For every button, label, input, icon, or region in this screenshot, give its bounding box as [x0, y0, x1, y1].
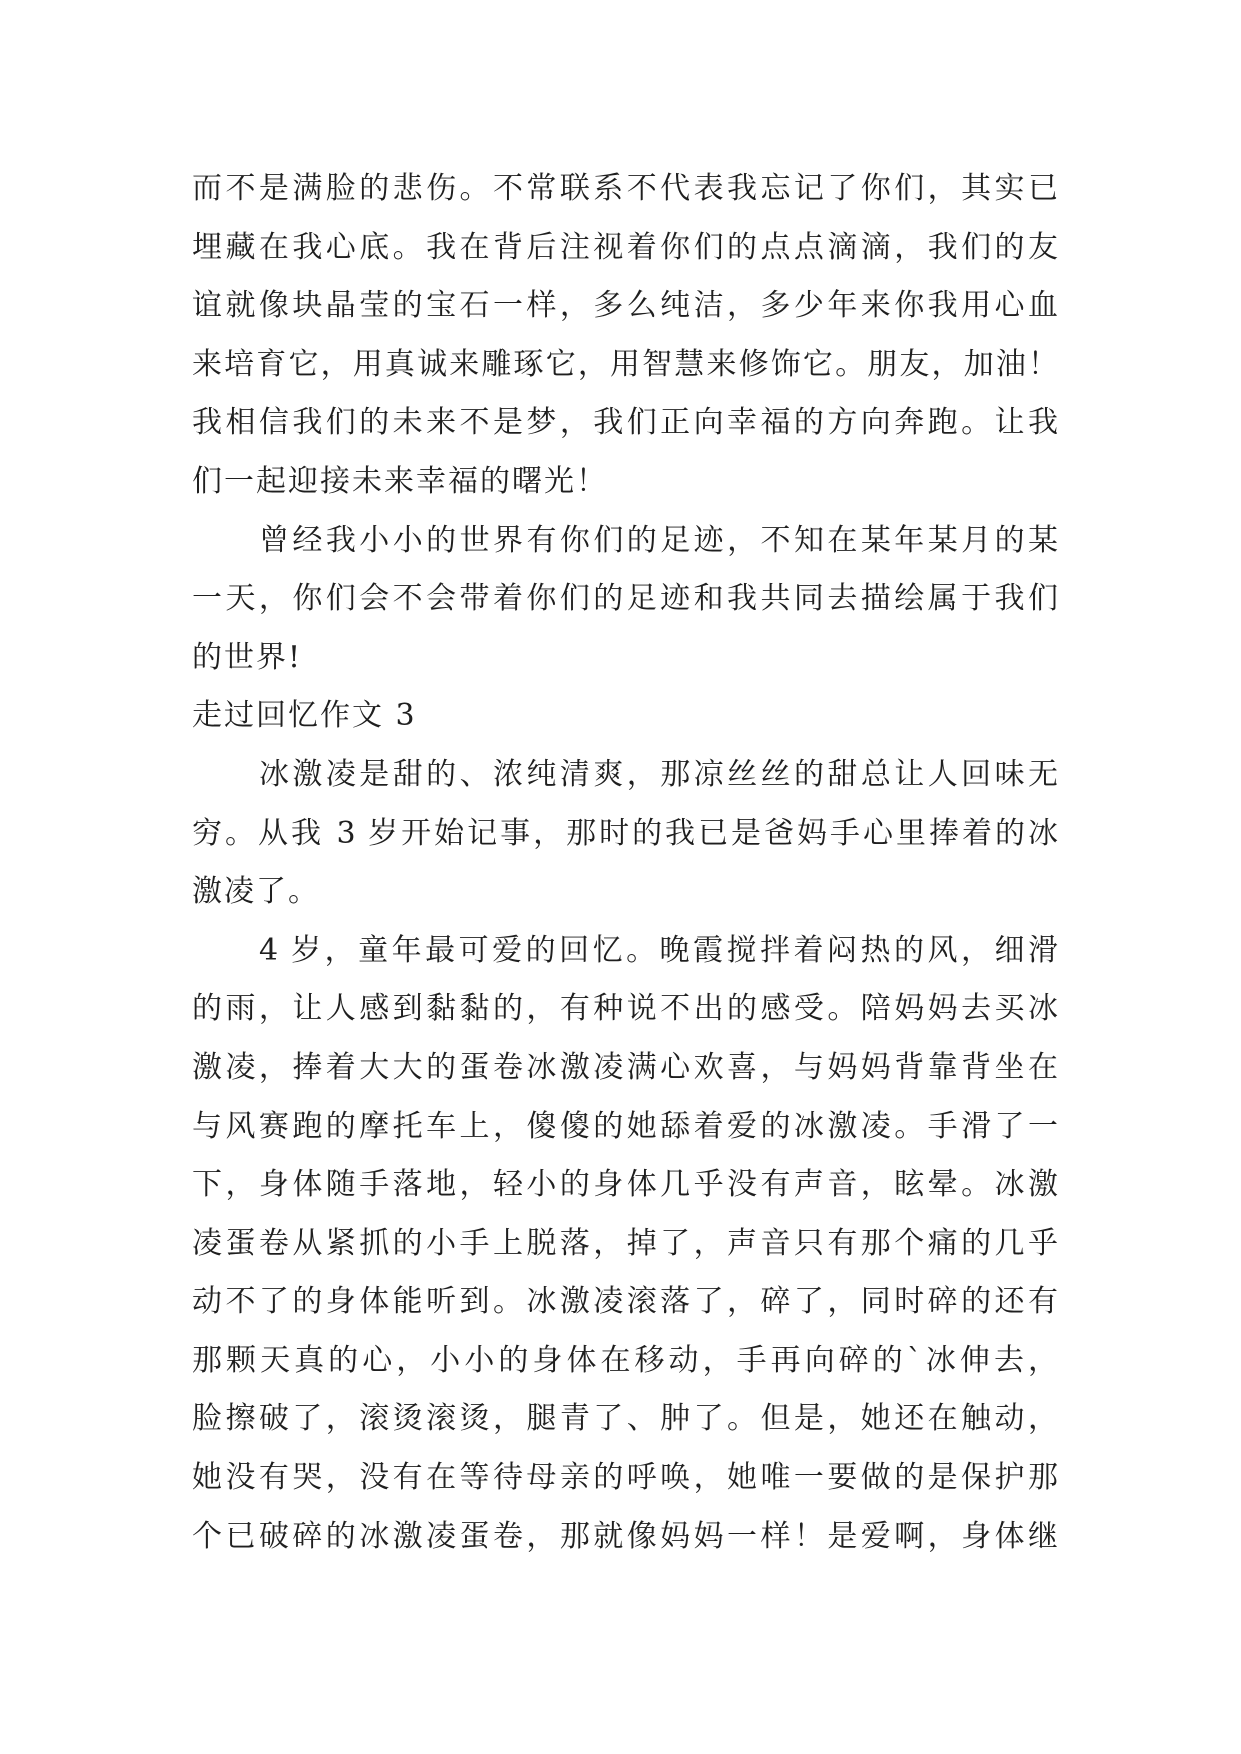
text-line: 一天，你们会不会带着你们的足迹和我共同去描绘属于我们 [192, 581, 1058, 617]
text-line: 动不了的身体能听到。冰激凌滚落了，碎了，同时碎的还有 [192, 1284, 1058, 1320]
text-line: 4 岁，童年最可爱的回忆。晚霞搅拌着闷热的风，细滑 [259, 932, 1058, 968]
section-heading: 走过回忆作文 3 [192, 698, 417, 734]
text-line: 来培育它，用真诚来雕琢它，用智慧来修饰它。朋友，加油！ [192, 346, 1058, 382]
paragraph [192, 746, 1058, 922]
text-line: 脸擦破了，滚烫滚烫，腿青了、肿了。但是，她还在触动， [192, 1401, 1058, 1437]
text-line: 的雨，让人感到黏黏的，有种说不出的感受。陪妈妈去买冰 [192, 991, 1058, 1027]
paragraph [192, 922, 1058, 1567]
text-line: 曾经我小小的世界有你们的足迹，不知在某年某月的某 [259, 522, 1058, 558]
text-line: 埋藏在我心底。我在背后注视着你们的点点滴滴，我们的友 [192, 229, 1058, 265]
text-line: 而不是满脸的悲伤。不常联系不代表我忘记了你们，其实已 [192, 171, 1058, 206]
text-line: 她没有哭，没有在等待母亲的呼唤，她唯一要做的是保护那 [192, 1460, 1058, 1496]
text-line: 那颗天真的心，小小的身体在移动，手再向碎的`冰伸去， [192, 1342, 1058, 1378]
paragraph [192, 512, 1058, 688]
text-line: 冰激凌是甜的、浓纯清爽，那凉丝丝的甜总让人回味无 [259, 756, 1058, 792]
body-text [192, 160, 1058, 1566]
text-line: 激凌，捧着大大的蛋卷冰激凌满心欢喜，与妈妈背靠背坐在 [192, 1049, 1058, 1085]
text-line: 与风赛跑的摩托车上，傻傻的她舔着爱的冰激凌。手滑了一 [192, 1108, 1058, 1144]
text-line: 个已破碎的冰激凌蛋卷，那就像妈妈一样！是爱啊，身体继 [192, 1518, 1058, 1554]
text-line: 穷。从我 3 岁开始记事，那时的我已是爸妈手心里捧着的冰 [192, 815, 1058, 851]
text-line: 谊就像块晶莹的宝石一样，多么纯洁，多少年来你我用心血 [192, 288, 1058, 324]
text-line: 我相信我们的未来不是梦，我们正向幸福的方向奔跑。让我 [192, 405, 1058, 441]
text-line: 下，身体随手落地，轻小的身体几乎没有声音，眩晕。冰激 [192, 1167, 1058, 1203]
text-line: 激凌了。 [192, 874, 320, 910]
text-line: 们一起迎接未来幸福的曙光！ [192, 463, 608, 499]
text-line: 的世界! [192, 639, 303, 675]
paragraph [192, 160, 1058, 512]
text-line: 凌蛋卷从紧抓的小手上脱落，掉了，声音只有那个痛的几乎 [192, 1225, 1058, 1261]
